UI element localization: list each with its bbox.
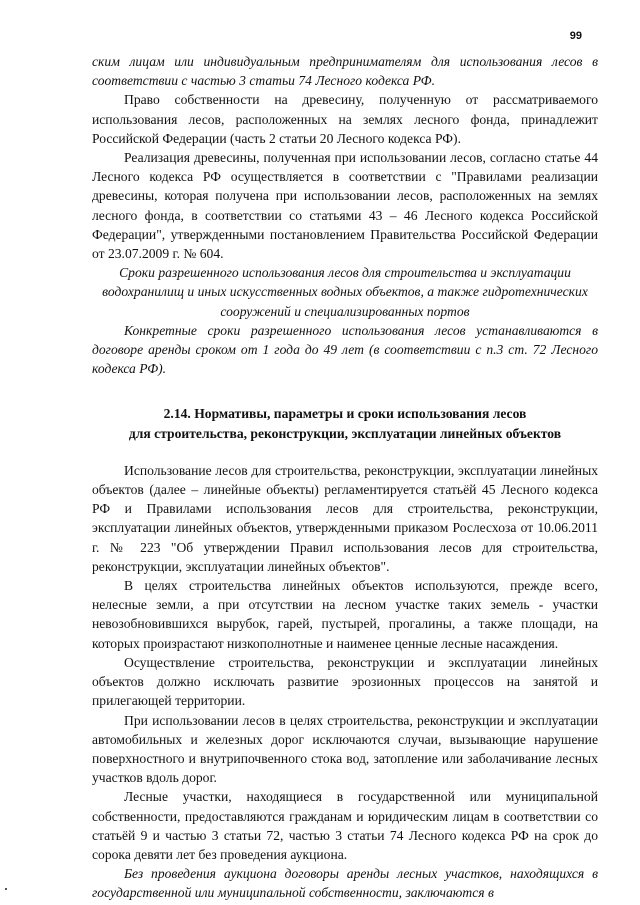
scan-speck xyxy=(5,888,7,890)
spacer xyxy=(92,443,598,461)
paragraph-specific-terms: Конкретные сроки разрешенного использования лесов устанавливаются в договоре аренды сроком от 1 года до 49 лет (в соответствии с п.3 ст. 72 Лесного кодекса РФ). xyxy=(92,322,598,377)
section-heading-line-1: 2.14. Нормативы, параметры и сроки использования лесов xyxy=(163,406,527,422)
paragraph-linear-objects: Использование лесов для строительства, реконструкции, эксплуатации линейных объектов (далее – линейные объекты) регламентируется статьёй 45 Лесного кодекса РФ и Правилами использования лесов для строительства, реконструкции, эксплуатации линейных объектов, утвержденными приказом Рослесхоза от 10.06.2011 г. № 223 "Об утверждении Правил использования лесов для строительства, реконструкции, эксплуатации линейных объектов". xyxy=(92,462,598,574)
page-number: 99 xyxy=(569,30,582,42)
paragraph-erosion: Осуществление строительства, реконструкции и эксплуатации линейных объектов должно исключать развитие эрозионных процессов на занятой и прилегающей территории. xyxy=(92,654,598,709)
section-heading-line-2: для строительства, реконструкции, эксплуатации линейных объектов xyxy=(128,425,562,441)
paragraph-continuation: ским лицам или индивидуальным предпринимателям для использования лесов в соответствии с частью 3 статьи 74 Лесного кодекса РФ. xyxy=(92,54,598,89)
page-body xyxy=(92,52,598,903)
paragraph-forest-plots: Лесные участки, находящиеся в государственной или муниципальной собственности, предоставляются гражданам и юридическим лицам в соответствии со статьёй 9 и частью 3 статьи 72, частью 3 статьи 74 Лесного кодекса РФ на срок до сорока девяти лет без проведения аукциона. xyxy=(92,789,598,862)
paragraph-terms-heading: Сроки разрешенного использования лесов для строительства и эксплуатации водохранилищ и иных искусственных водных объектов, а также гидротехнических сооружений и специализированных портов xyxy=(102,265,588,319)
paragraph-roads: При использовании лесов в целях строительства, реконструкции и эксплуатации автомобильных и железных дорог исключаются случаи, вызывающие нарушение поверхностного и внутрипочвенного стока вод, затопление или заболачивание лесных участков вдоль дорог. xyxy=(92,712,598,786)
paragraph-without-auction: Без проведения аукциона договоры аренды лесных участков, находящихся в государственной или муниципальной собственности, заключаются в xyxy=(92,866,598,901)
paragraph-non-forest-lands: В целях строительства линейных объектов используются, прежде всего, нелесные земли, а при отсутствии на лесном участке таких земель - участки невозобновившихся вырубок, гарей, пустырей, прогалины, а также площади, на которых произрастают низкополнотные и наименее ценные лесные насаждения. xyxy=(92,578,598,651)
paragraph-timber-sale: Реализация древесины, полученная при использовании лесов, согласно статье 44 Лесного кодекса РФ осуществляется в соответствии с "Правилами реализации древесины, которая получена при использовании лесов, расположенных на землях лесного фонда, в соответствии со статьями 43 – 46 Лесного кодекса Российской Федерации", утвержденными постановлением Правительства Российской Федерации от 23.07.2009 г. № 604. xyxy=(92,150,598,262)
paragraph-ownership: Право собственности на древесину, полученную от рассматриваемого использования лесов, расположенных на землях лесного фонда, принадлежит Российской Федерации (часть 2 статьи 20 Лесного кодекса РФ). xyxy=(92,92,598,146)
spacer xyxy=(92,378,598,404)
